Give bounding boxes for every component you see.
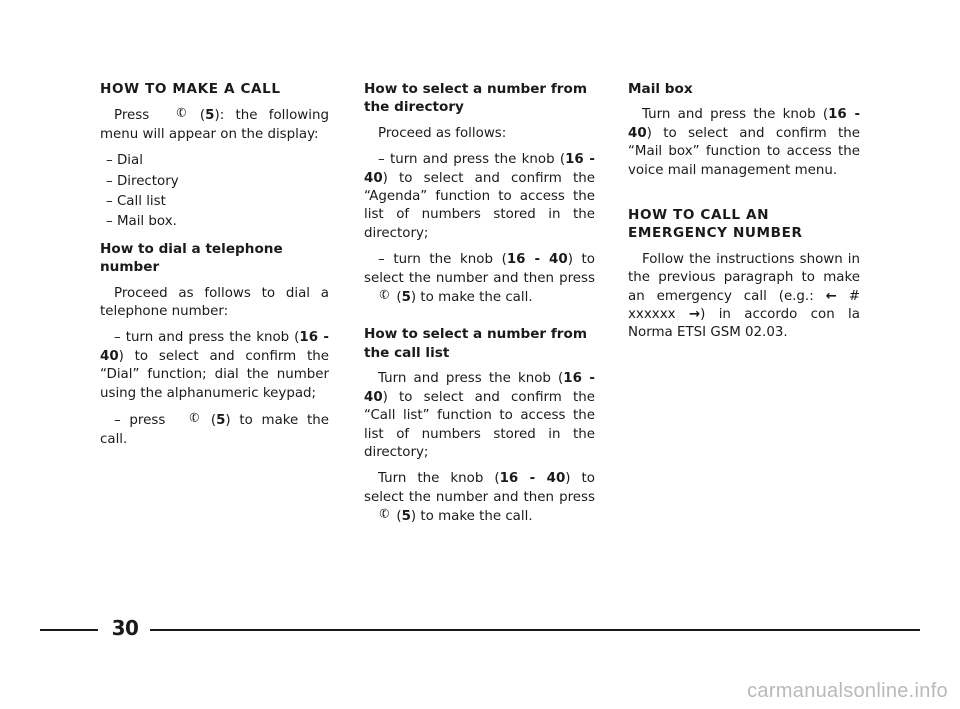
watermark: carmanualsonline.info bbox=[747, 680, 948, 702]
arrow-left-icon: ← bbox=[825, 288, 837, 304]
menu-item-call-list: – Call list bbox=[106, 194, 166, 210]
sub-heading-call-list: How to select a number from the call list bbox=[364, 326, 587, 361]
paragraph-intro: Press ✆ (5): the following menu will appear on the display: bbox=[100, 104, 329, 142]
phone-handset-icon: ✆ bbox=[187, 409, 202, 427]
menu-item-mail-box: – Mail box. bbox=[106, 214, 177, 230]
column-3 bbox=[628, 80, 860, 351]
paragraph-call-list-select: Turn the knob (16 - 40) to select the number and then press ✆ (5) to make the call. bbox=[364, 470, 595, 526]
menu-item-directory: – Directory bbox=[106, 173, 179, 189]
paragraph-call-list-step: Turn and press the knob (16 - 40) to select and confirm the “Call list” function to access the list of numbers stored in the directory; bbox=[364, 371, 595, 460]
sub-heading-dial-number: How to dial a telephone number bbox=[100, 240, 283, 276]
paragraph-proceed-follows: Proceed as follows: bbox=[378, 125, 507, 141]
phone-handset-icon: ✆ bbox=[377, 286, 392, 303]
arrow-right-icon: → bbox=[688, 307, 701, 323]
section-heading-make-call: HOW TO MAKE A CALL bbox=[100, 81, 281, 97]
footer-rule-right bbox=[150, 629, 920, 631]
column-1 bbox=[100, 80, 329, 457]
phone-handset-icon: ✆ bbox=[173, 104, 189, 122]
paragraph-select-number-step: – turn the knob (16 - 40) to select the number and then press ✆ (5) to make the call. bbox=[364, 251, 595, 307]
paragraph-agenda-step: – turn and press the knob (16 - 40) to select and confirm the “Agenda” function to access the list of numbers stored in the directory; bbox=[364, 152, 595, 241]
sub-heading-mail-box: Mail box bbox=[628, 81, 693, 97]
paragraph-dial-step: – turn and press the knob (16 - 40) to select and confirm the “Dial” function; dial the number using the alphanumeric keypad; bbox=[100, 330, 329, 401]
sub-heading-directory: How to select a number from the directory bbox=[364, 81, 587, 116]
page-number: 30 bbox=[111, 616, 139, 640]
paragraph-press-step: – press ✆ (5) to make the call. bbox=[100, 409, 329, 447]
paragraph-proceed: Proceed as follows to dial a telephone number: bbox=[100, 285, 329, 320]
menu-item-dial: – Dial bbox=[106, 153, 143, 169]
footer-rule-left bbox=[40, 629, 98, 631]
paragraph-emergency: Follow the instructions shown in the previous paragraph to make an emergency call (e.g.: ← # xxxxxx →) in accordo con la Norma ETSI GSM 02.03. bbox=[628, 251, 860, 341]
phone-handset-icon: ✆ bbox=[377, 505, 392, 523]
column-2 bbox=[364, 80, 595, 535]
section-heading-emergency: HOW TO CALL AN EMERGENCY NUMBER bbox=[628, 207, 803, 242]
paragraph-mail-box: Turn and press the knob (16 - 40) to select and confirm the “Mail box” function to access the voice mail management menu. bbox=[628, 107, 861, 178]
